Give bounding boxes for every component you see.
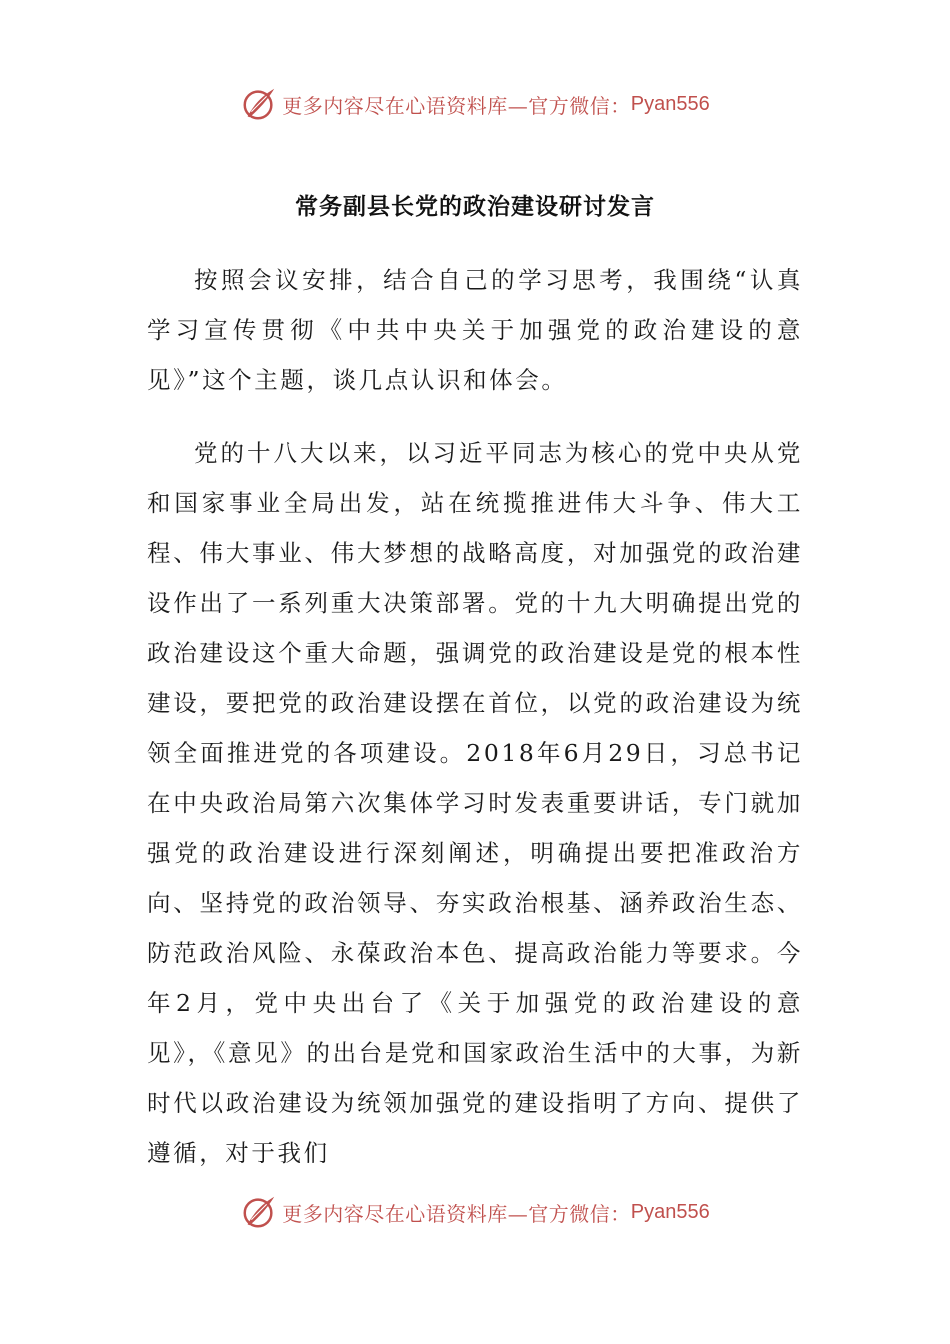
header-banner-wechat-id: Pyan556	[630, 92, 710, 115]
header-banner-text: 更多内容尽在心语资料库—官方微信：	[282, 93, 631, 118]
paragraph-1: 按照会议安排，结合自己的学习思考，我围绕“认真学习宣传贯彻《中共中央关于加强党的政治建设的意见》”这个主题，谈几点认识和体会。	[147, 266, 803, 394]
footer-banner-wechat-id: Pyan556	[630, 1200, 710, 1223]
quill-logo-icon	[240, 85, 278, 123]
header-banner	[0, 82, 950, 126]
paragraph-2: 党的十八大以来，以习近平同志为核心的党中央从党和国家事业全局出发，站在统揽推进伟大斗争、伟大工程、伟大事业、伟大梦想的战略高度，对加强党的政治建设作出了一系列重大决策部署。党的十九大明确提出党的政治建设这个重大命题，强调党的政治建设是党的根本性建设，要把党的政治建设摆在首位，以党的政治建设为统领全面推进党的各项建设。2018年6月29日，习总书记在中央政治局第六次集体学习时发表重要讲话，专门就加强党的政治建设进行深刻阐述，明确提出要把准政治方向、坚持党的政治领导、夯实政治根基、涵养政治生态、防范政治风险、永葆政治本色、提高政治能力等要求。今年2月，党中央出台了《关于加强党的政治建设的意见》，《意见》的出台是党和国家政治生活中的大事，为新时代以政治建设为统领加强党的建设指明了方向、提供了遵循，对于我们	[147, 439, 803, 1167]
document-title: 常务副县长党的政治建设研讨发言	[295, 193, 655, 220]
document-body	[147, 255, 803, 1178]
footer-banner-text: 更多内容尽在心语资料库—官方微信：	[282, 1201, 631, 1226]
footer-banner	[0, 1190, 950, 1234]
quill-logo-icon	[240, 1193, 278, 1231]
